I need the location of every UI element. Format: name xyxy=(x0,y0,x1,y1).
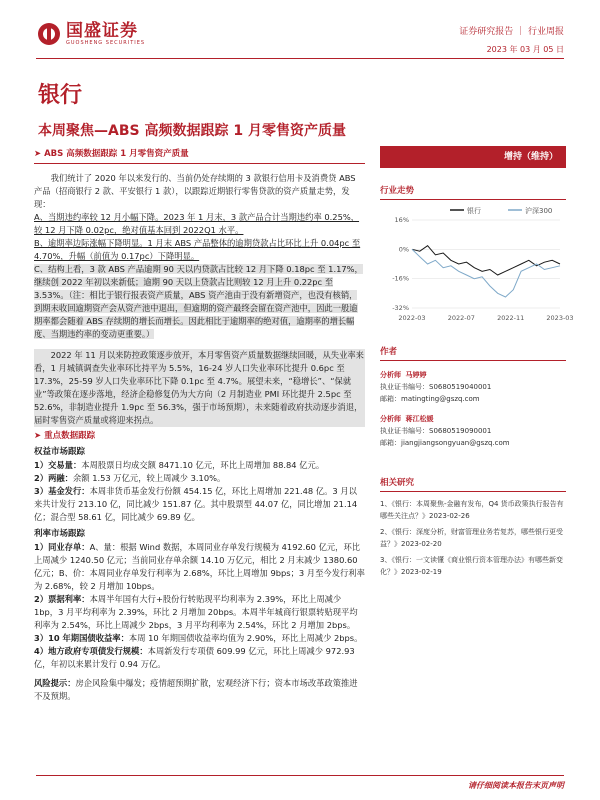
series-line-1 xyxy=(412,249,560,297)
company-name: 国盛证券 xyxy=(66,21,138,41)
y-tick-label-1: 0% xyxy=(398,245,409,254)
rate-item-1: 1）同业存单：A、量：根据 Wind 数据，本周同业存单发行规模为 4192.60 亿元，环比上周减少 1240.50 亿元；当前同业存单余额 14.10 万亿元，相比 2 月末减少 1380.60 亿元；B、价：本周同业存单发行利率为 2.68%，环比上周增加 9bps；3 月至今发行利率为 2.68%，较 2 月增加 10bps。 xyxy=(34,542,365,591)
y-tick-label-0: 16% xyxy=(394,216,409,224)
company-logo xyxy=(38,22,145,46)
sector-title: 银行 xyxy=(38,83,83,108)
paragraph-2: 2022 年 11 月以来防控政策逐步放开，本月零售资产质量数据继续回暖，从失业率来看，1 月城镇调查失业率环比持平为 5.5%，16-24 岁人口失业率环比提升 0.6pc 至 17.3%，25-59 岁人口失业率环比下降 0.1pc 至 4.7%。展望未来，“稳增长”、“保就业”等政策在逐步落地，经济企稳修复仍为大方向（2 月制造业 PMI 环比提升 2.5pc 至 52.6%，非制造业提升 1.9pc 至 56.3%，强于市场预期），未来随着政府扶动逐步消退，届时零售资产质量或将迎来拐点。 xyxy=(34,350,364,425)
point-b: B、逾期率边际涨幅下降明显。1 月末 ABS 产品整体的逾期贷款占比环比上升 0.04pc 至 4.70%，升幅（前值为 0.17pc）下降明显。 xyxy=(34,238,361,261)
rating-badge: 增持（维持） xyxy=(380,146,566,168)
trend-section xyxy=(380,184,574,334)
section2-heading: 重点数据跟踪 xyxy=(44,431,96,441)
x-tick-label-1: 2022-07 xyxy=(447,314,475,322)
intro-paragraph: 我们统计了 2020 年以来发行的、当前仍处存续期的 3 款银行信用卡及消费贷 ABS 产品（招商银行 2 款、平安银行 1 款），以跟踪近期银行零售贷款的资产质量走势，发现： xyxy=(34,173,356,209)
related-section xyxy=(380,476,566,578)
author-section xyxy=(380,345,566,449)
author-2: 分析师 蒋江松媛 xyxy=(380,415,434,423)
equity-item-2: 2）两融：余额 1.53 万亿元，较上周减少 3.10%。 xyxy=(34,473,226,483)
author-divider xyxy=(380,360,566,361)
logo-icon xyxy=(38,23,60,45)
equity-item-1: 1）交易量：本周股票日均成交额 8471.10 亿元，环比上周增加 88.84 亿元。 xyxy=(34,460,325,470)
rate-item-2: 2）票据利率：本周半年国有大行+股份行转贴现平均利率为 2.39%，环比上周减少 1bp，3 月平均利率为 2.39%，环比 2 月增加 20bps。本周半年城商行银票转贴现平均利率为 2.54%，环比上周减少 2bps，3 月平均利率为 2.54%，环比 2 月增加 2bps。 xyxy=(34,594,358,630)
risk-warning: 风险提示：房企风险集中爆发；疫情超预期扩散，宏观经济下行；资本市场改革政策推进不及预期。 xyxy=(34,678,358,701)
section-marker-icon: ➤ xyxy=(34,149,45,159)
header-divider xyxy=(36,58,564,59)
section-marker-icon: ➤ xyxy=(34,431,45,441)
legend-label-1: 沪深300 xyxy=(525,207,553,215)
report-type: 证券研究报告 ｜ 行业周报 xyxy=(459,27,564,37)
trend-chart xyxy=(380,200,574,330)
author-2-email: 邮箱：jiangjiangsongyuan@gszq.com xyxy=(380,439,510,447)
company-name-en: GUOSHENG SECURITIES xyxy=(66,40,146,46)
related-item-3[interactable]: 3、《银行：一文读懂《商业银行资本管理办法》有哪些新变化？》2023-02-19 xyxy=(380,556,563,576)
author-heading: 作者 xyxy=(380,347,398,357)
rate-item-3: 3）10 年期国债收益率：本周 10 年期国债收益率均值为 2.90%，环比上周减少 2bps。 xyxy=(34,633,363,643)
trend-heading: 行业走势 xyxy=(380,186,415,196)
author-2-cert: 执业证书编号：S0680519090001 xyxy=(380,427,492,435)
related-item-1[interactable]: 1、《银行：本周聚焦-金融有发布，Q4 货币政策执行报告有哪些关注点？》2023-02-26 xyxy=(380,500,564,520)
x-tick-label-3: 2023-03 xyxy=(546,314,574,322)
legend-label-0: 银行 xyxy=(467,207,481,215)
point-c: C、结构上看，3 款 ABS 产品逾期 90 天以内贷款占比较 12 月下降 0.18pc 至 1.17%，继续创 2022 年初以来新低；逾期 90 天以上贷款占比则较 12 月上升 0.22pc 至 3.53%。（注：相比于银行报表资产质量，ABS 资产池由于没有新增资产，也没有核销，到期未收回逾期资产会从资产池中退出，但逾期的资产最终会留在资产池中，因此一般逾期率都会随着 ABS 存续期的增长而增长。因此相比于逾期率的绝对值，逾期率的增长幅度、当期违约率的变动更重要。） xyxy=(34,264,363,339)
related-heading: 相关研究 xyxy=(380,478,415,488)
rate-heading: 利率市场跟踪 xyxy=(34,529,86,539)
section1 xyxy=(34,148,365,427)
author-1-email: 邮箱：matingting@gszq.com xyxy=(380,395,480,403)
rate-item-4: 4）地方政府专项债发行规模：本周新发行专项债 609.99 亿元，环比上周减少 972.93 亿，年初以来累计发行 0.94 万亿。 xyxy=(34,646,355,669)
related-divider xyxy=(380,491,566,492)
footer-disclaimer: 请仔细阅读本报告末页声明 xyxy=(468,781,564,790)
section1-heading: ABS 高频数据跟踪 1 月零售资产质量 xyxy=(44,149,189,159)
x-tick-label-2: 2022-11 xyxy=(497,314,525,322)
related-item-2[interactable]: 2、《银行：深度分析，财富管理业务若复苏，哪些银行更受益？》2023-02-20 xyxy=(380,528,563,548)
equity-item-3: 3）基金发行：本周非货币基金发行份额 454.15 亿，环比上周增加 221.48 亿。3 月以来共计发行 213.10 亿，同比减少 151.87 亿。其中股票型 44.07 亿，同比增加 21.14 亿；混合型 58.61 亿，同比减少 69.89 亿。 xyxy=(34,486,358,522)
report-title: 本周聚焦—ABS 高频数据跟踪 1 月零售资产质量 xyxy=(38,123,346,139)
author-1-cert: 执业证书编号：S0680519040001 xyxy=(380,383,492,391)
footer-divider xyxy=(36,775,564,776)
x-tick-label-0: 2022-03 xyxy=(398,314,426,322)
report-date: 2023 年 03 月 05 日 xyxy=(486,45,564,54)
equity-heading: 权益市场跟踪 xyxy=(34,447,86,457)
author-1: 分析师 马婷婷 xyxy=(380,371,427,379)
point-a: A、当期违约率较 12 月小幅下降。2023 年 1 月末，3 款产品合计当期违约率 0.25%，较 12 月下降 0.02pc，绝对值基本回到 2022Q1 水平。 xyxy=(34,212,360,235)
y-tick-label-2: -16% xyxy=(392,274,409,283)
section2 xyxy=(34,430,365,703)
y-tick-label-3: -32% xyxy=(392,304,409,312)
